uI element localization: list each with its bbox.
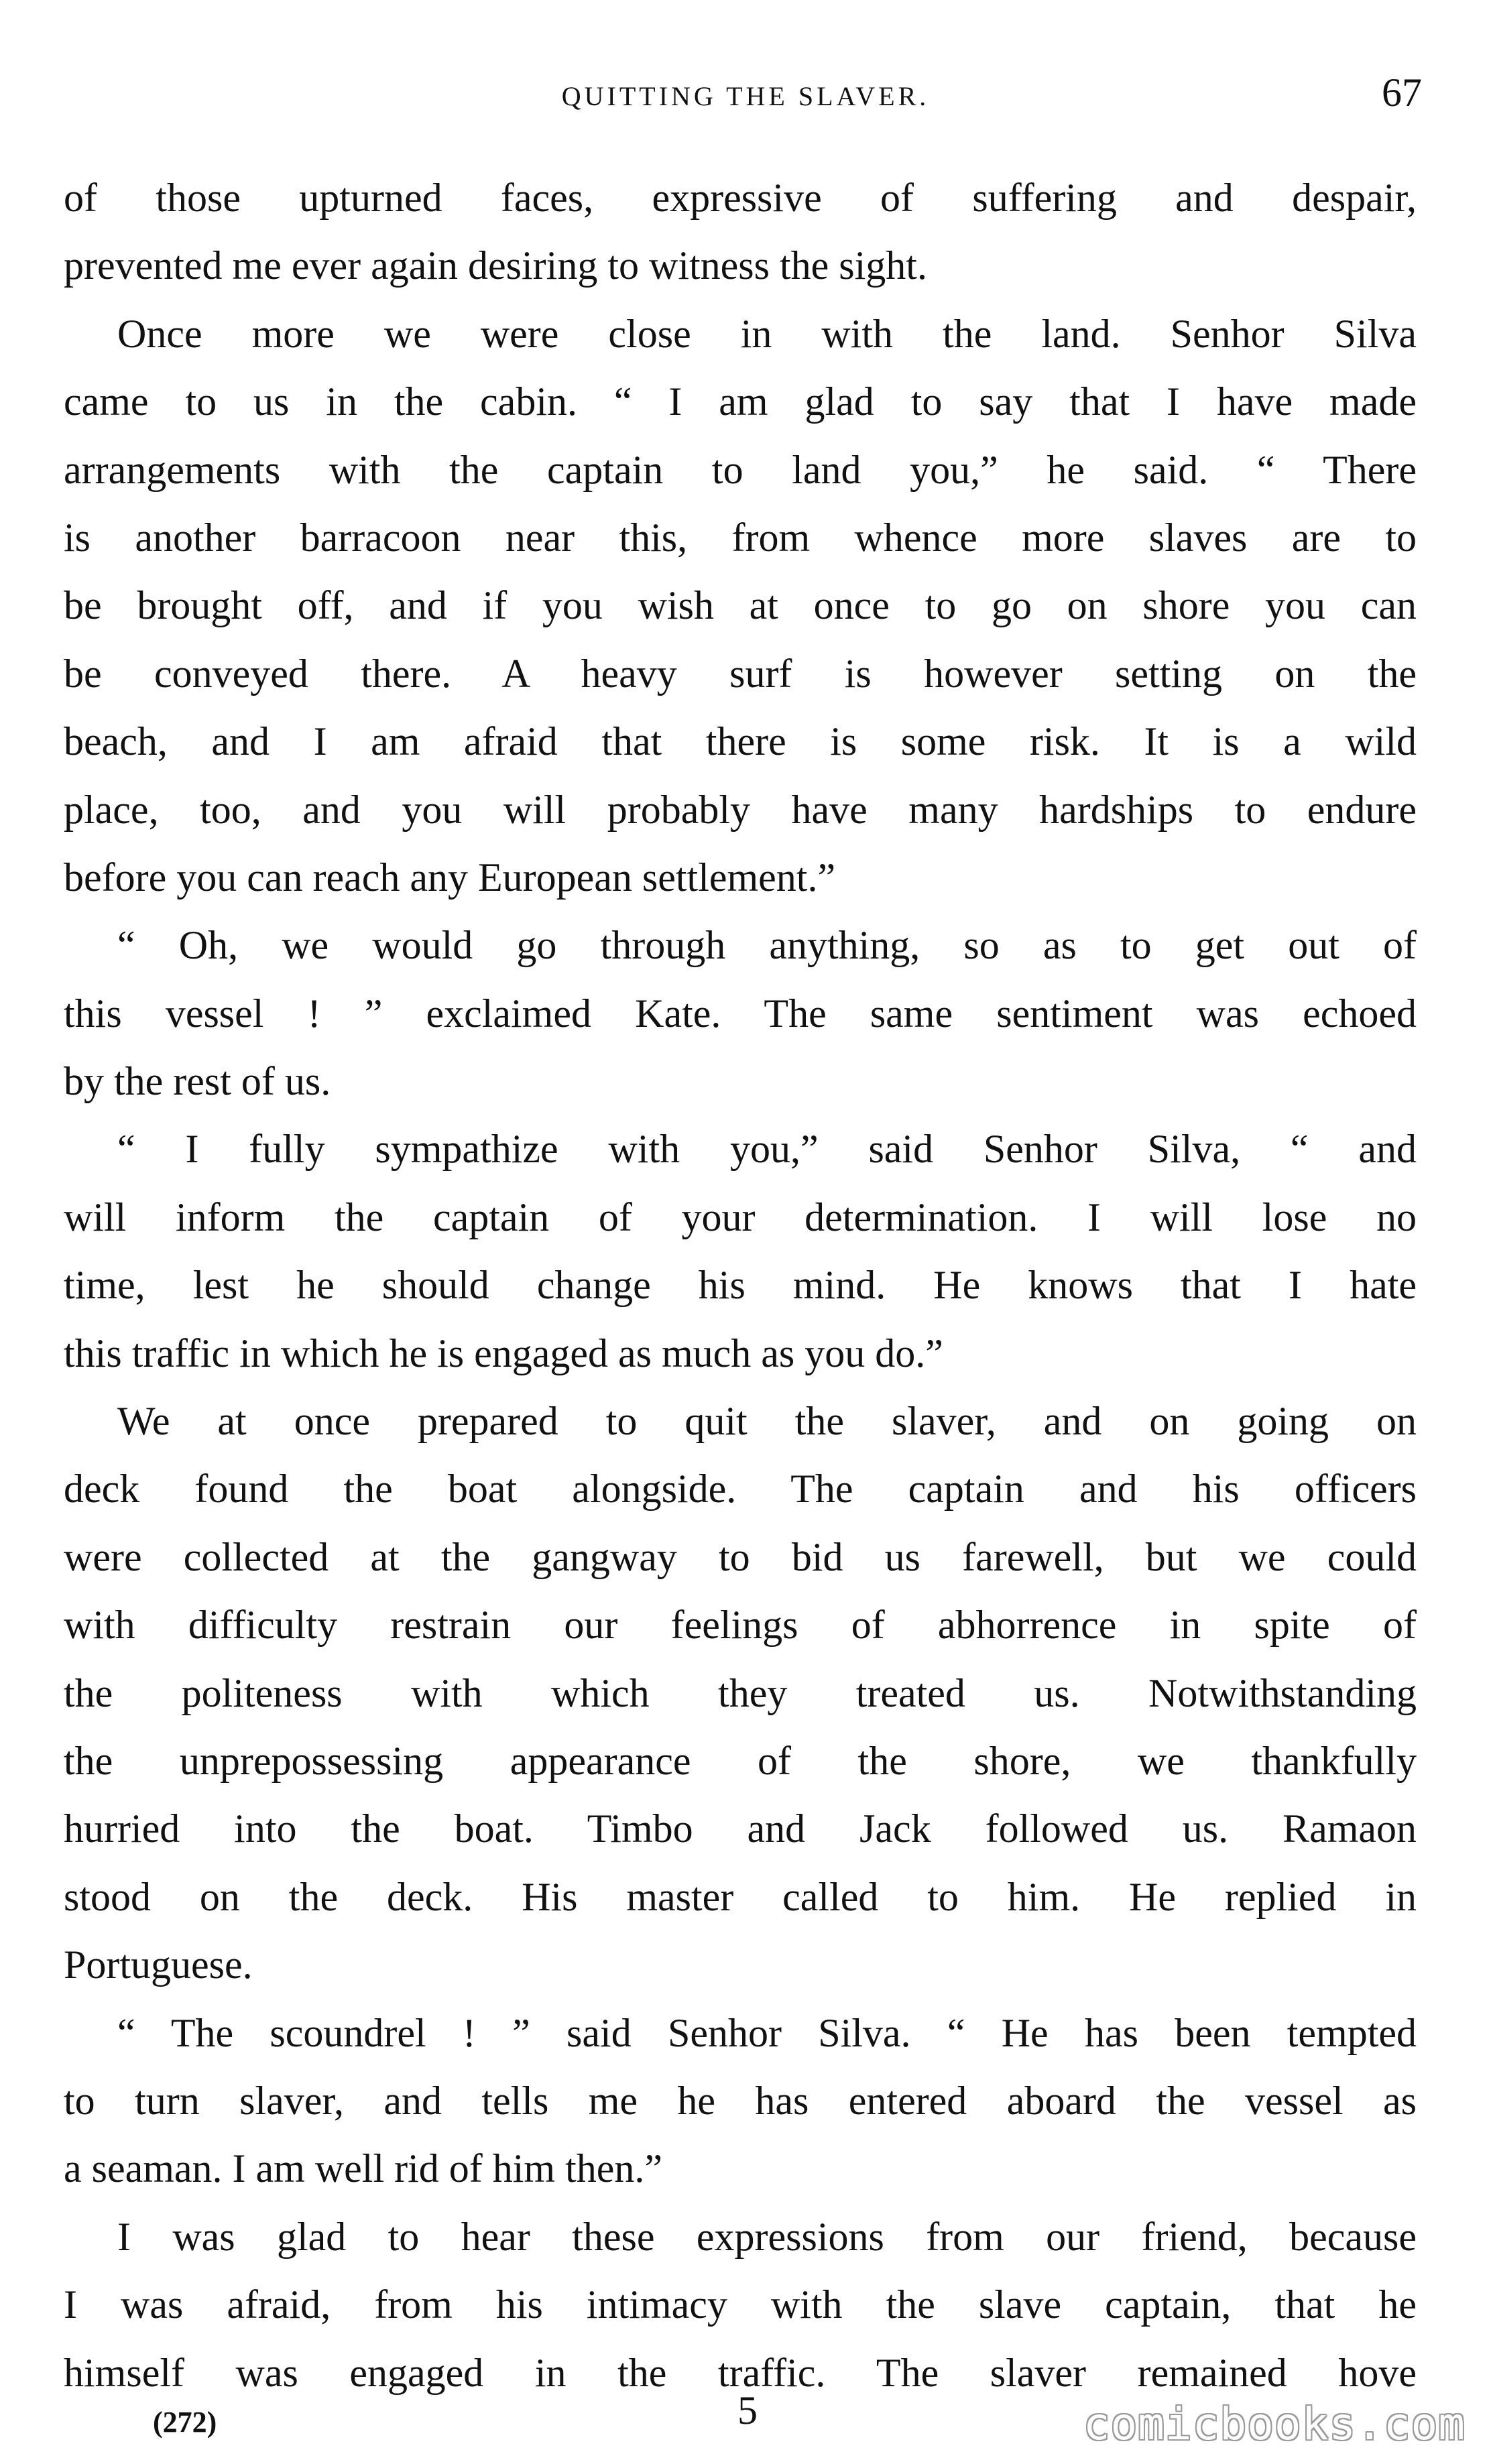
text-line: prevented me ever again desiring to witness the sight.: [64, 243, 927, 288]
text-line: I was glad to hear these expressions from our friend, because: [117, 2214, 1417, 2259]
text-line: I was afraid, from his intimacy with the slave captain, that he: [64, 2282, 1417, 2327]
text-line: this traffic in which he is engaged as much as you do.”: [64, 1331, 943, 1375]
text-line: Once more we were close in with the land. Senhor Silva: [117, 311, 1417, 356]
text-line: “ I fully sympathize with you,” said Senhor Silva, “ and: [117, 1127, 1417, 1172]
running-head: [0, 64, 1491, 118]
text-line: will inform the captain of your determination. I will lose no: [64, 1194, 1417, 1239]
text-line: “ The scoundrel ! ” said Senhor Silva. “ He has been tempted: [117, 2010, 1417, 2055]
printer-mark: (272): [153, 2406, 217, 2439]
body-text: [64, 164, 1417, 2407]
text-line: be brought off, and if you wish at once to go on shore you can: [64, 583, 1417, 628]
signature-mark: 5: [737, 2388, 758, 2432]
text-line: to turn slaver, and tells me he has entered aboard the vessel as: [64, 2078, 1417, 2123]
text-line: We at once prepared to quit the slaver, and on going on: [117, 1399, 1417, 1444]
text-line: hurried into the boat. Timbo and Jack followed us. Ramaon: [64, 1806, 1417, 1851]
text-line: time, lest he should change his mind. He knows that I hate: [64, 1263, 1417, 1308]
text-line: Portuguese.: [64, 1943, 253, 1987]
watermark: comicbooks.com: [1083, 2398, 1466, 2450]
text-line: “ Oh, we would go through anything, so as to get out of: [117, 923, 1417, 968]
page-number: 67: [1382, 70, 1422, 115]
running-title: QUITTING THE SLAVER.: [561, 81, 930, 111]
text-line: by the rest of us.: [64, 1059, 331, 1104]
text-line: himself was engaged in the traffic. The slaver remained hove: [64, 2350, 1417, 2395]
text-line: beach, and I am afraid that there is some risk. It is a wild: [64, 719, 1417, 764]
text-line: place, too, and you will probably have many hardships to endure: [64, 787, 1417, 832]
text-line: be conveyed there. A heavy surf is however setting on the: [64, 651, 1417, 696]
text-line: before you can reach any European settlement.”: [64, 855, 836, 900]
text-line: with difficulty restrain our feelings of abhorrence in spite of: [64, 1603, 1417, 1648]
text-line: came to us in the cabin. “ I am glad to say that I have made: [64, 379, 1417, 424]
text-line: is another barracoon near this, from whence more slaves are to: [64, 515, 1417, 560]
text-line: were collected at the gangway to bid us farewell, but we could: [64, 1534, 1417, 1579]
text-line: this vessel ! ” exclaimed Kate. The same sentiment was echoed: [64, 991, 1417, 1036]
text-line: a seaman. I am well rid of him then.”: [64, 2146, 663, 2191]
text-line: arrangements with the captain to land you,” he said. “ There: [64, 447, 1417, 492]
text-line: of those upturned faces, expressive of suffering and despair,: [64, 176, 1417, 220]
text-line: stood on the deck. His master called to him. He replied in: [64, 1874, 1417, 1919]
text-line: the unprepossessing appearance of the shore, we thankfully: [64, 1738, 1417, 1783]
page-footer: [0, 2384, 1491, 2451]
text-line: the politeness with which they treated us. Notwithstanding: [64, 1670, 1417, 1715]
text-line: deck found the boat alongside. The captain and his officers: [64, 1467, 1417, 1512]
